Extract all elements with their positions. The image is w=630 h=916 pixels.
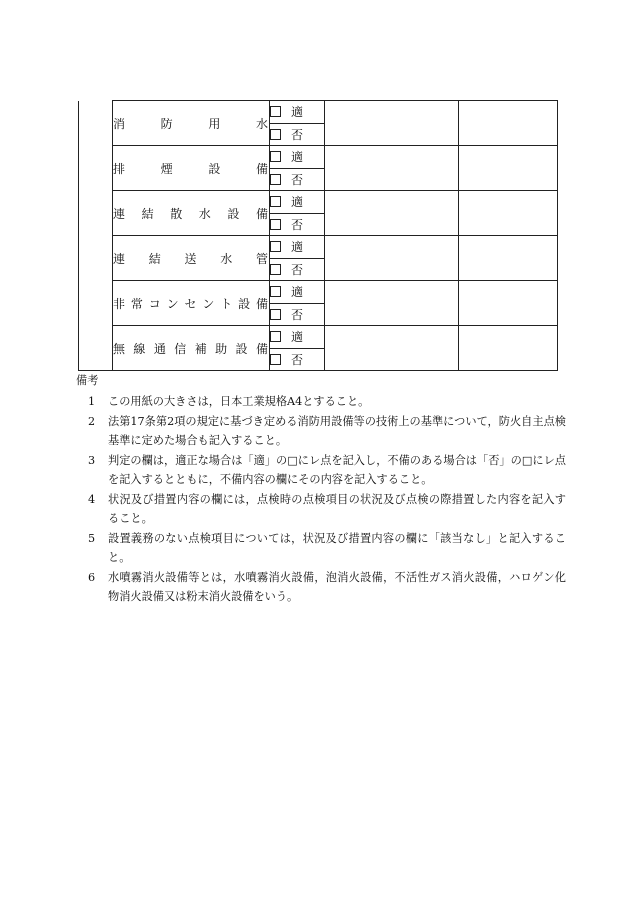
judgement-ok-label: 適: [291, 150, 304, 165]
notes-section: [76, 372, 566, 608]
equipment-row: [79, 281, 558, 304]
equipment-row: [79, 236, 558, 259]
note-item: [76, 491, 566, 528]
category-cell: [79, 101, 113, 371]
equipment-name: 無線通信補助設備: [113, 326, 270, 371]
status-action-cell[interactable]: [459, 146, 558, 191]
note-number: 6: [88, 571, 96, 584]
note-number: 4: [88, 493, 96, 506]
checkbox-ok[interactable]: [270, 241, 281, 252]
checkbox-ng[interactable]: [270, 174, 281, 185]
notes-title: 備考: [76, 374, 99, 387]
status-action-cell[interactable]: [459, 191, 558, 236]
note-number: 3: [88, 454, 96, 467]
equipment-name: 非常コンセント設備: [113, 281, 270, 326]
checkbox-ng[interactable]: [270, 219, 281, 230]
status-action-cell[interactable]: [459, 326, 558, 371]
status-action-cell[interactable]: [459, 281, 558, 326]
note-number: 2: [88, 415, 96, 428]
defect-content-cell[interactable]: [325, 326, 459, 371]
notes-list: [76, 393, 566, 607]
note-number: 1: [88, 394, 96, 408]
judgement-ng-cell[interactable]: [270, 303, 325, 326]
note-item: [76, 569, 566, 606]
checkbox-ng[interactable]: [270, 354, 281, 365]
note-item: [76, 530, 566, 567]
judgement-ng-cell[interactable]: [270, 168, 325, 191]
defect-content-cell[interactable]: [325, 146, 459, 191]
defect-content-cell[interactable]: [325, 236, 459, 281]
judgement-ok-label: 適: [291, 285, 304, 300]
equipment-name: 消防用水: [113, 101, 270, 146]
judgement-ng-label: 否: [291, 262, 304, 277]
note-item: [76, 452, 566, 489]
note-text: 設置義務のない点検項目については，状況及び措置内容の欄に「該当なし」と記入すること。: [108, 532, 566, 564]
judgement-ng-label: 否: [291, 127, 304, 142]
equipment-row: [79, 326, 558, 349]
judgement-ng-label: 否: [291, 172, 304, 187]
judgement-ok-cell[interactable]: [270, 146, 325, 169]
checkbox-ok[interactable]: [270, 331, 281, 342]
note-text: この用紙の大きさは，日本工業規格A4とすること。: [108, 394, 370, 408]
checkbox-ng[interactable]: [270, 129, 281, 140]
defect-content-cell[interactable]: [325, 281, 459, 326]
judgement-ok-label: 適: [291, 195, 304, 210]
checkbox-ng[interactable]: [270, 309, 281, 320]
checkbox-ng[interactable]: [270, 264, 281, 275]
note-item: [76, 413, 566, 450]
defect-content-cell[interactable]: [325, 191, 459, 236]
judgement-ng-cell[interactable]: [270, 348, 325, 371]
note-number: 5: [88, 532, 96, 545]
judgement-ng-cell[interactable]: [270, 123, 325, 146]
note-text: 状況及び措置内容の欄には，点検時の点検項目の状況及び点検の際措置した内容を記入すること。: [108, 493, 566, 525]
equipment-name: 連結送水管: [113, 236, 270, 281]
defect-content-cell[interactable]: [325, 101, 459, 146]
note-text: 水噴霧消火設備等とは，水噴霧消火設備，泡消火設備，不活性ガス消火設備，ハロゲン化物消火設備又は粉末消火設備をいう。: [108, 571, 566, 603]
checkbox-ok[interactable]: [270, 151, 281, 162]
judgement-ok-label: 適: [291, 240, 304, 255]
equipment-name: 連結散水設備: [113, 191, 270, 236]
judgement-ok-cell[interactable]: [270, 326, 325, 349]
judgement-ok-label: 適: [291, 330, 304, 345]
note-item: [76, 393, 566, 412]
checkbox-ok[interactable]: [270, 286, 281, 297]
equipment-name: 排煙設備: [113, 146, 270, 191]
judgement-ng-label: 否: [291, 217, 304, 232]
status-action-cell[interactable]: [459, 236, 558, 281]
judgement-ng-label: 否: [291, 352, 304, 367]
inspection-table: [78, 100, 558, 371]
status-action-cell[interactable]: [459, 101, 558, 146]
note-text: 判定の欄は，適正な場合は「適」の□にレ点を記入し，不備のある場合は「否」の□にレ点を記入するとともに，不備内容の欄にその内容を記入すること。: [108, 454, 566, 486]
equipment-row: [79, 101, 558, 124]
judgement-ok-label: 適: [291, 105, 304, 120]
judgement-ok-cell[interactable]: [270, 101, 325, 124]
judgement-ng-cell[interactable]: [270, 258, 325, 281]
judgement-ng-label: 否: [291, 307, 304, 322]
judgement-ok-cell[interactable]: [270, 236, 325, 259]
note-text: 法第17条第2項の規定に基づき定める消防用設備等の技術上の基準について，防火自主点検基準に定めた場合も記入すること。: [108, 415, 566, 447]
judgement-ok-cell[interactable]: [270, 191, 325, 214]
checkbox-ok[interactable]: [270, 106, 281, 117]
judgement-ng-cell[interactable]: [270, 213, 325, 236]
equipment-row: [79, 191, 558, 214]
equipment-row: [79, 146, 558, 169]
judgement-ok-cell[interactable]: [270, 281, 325, 304]
checkbox-ok[interactable]: [270, 196, 281, 207]
